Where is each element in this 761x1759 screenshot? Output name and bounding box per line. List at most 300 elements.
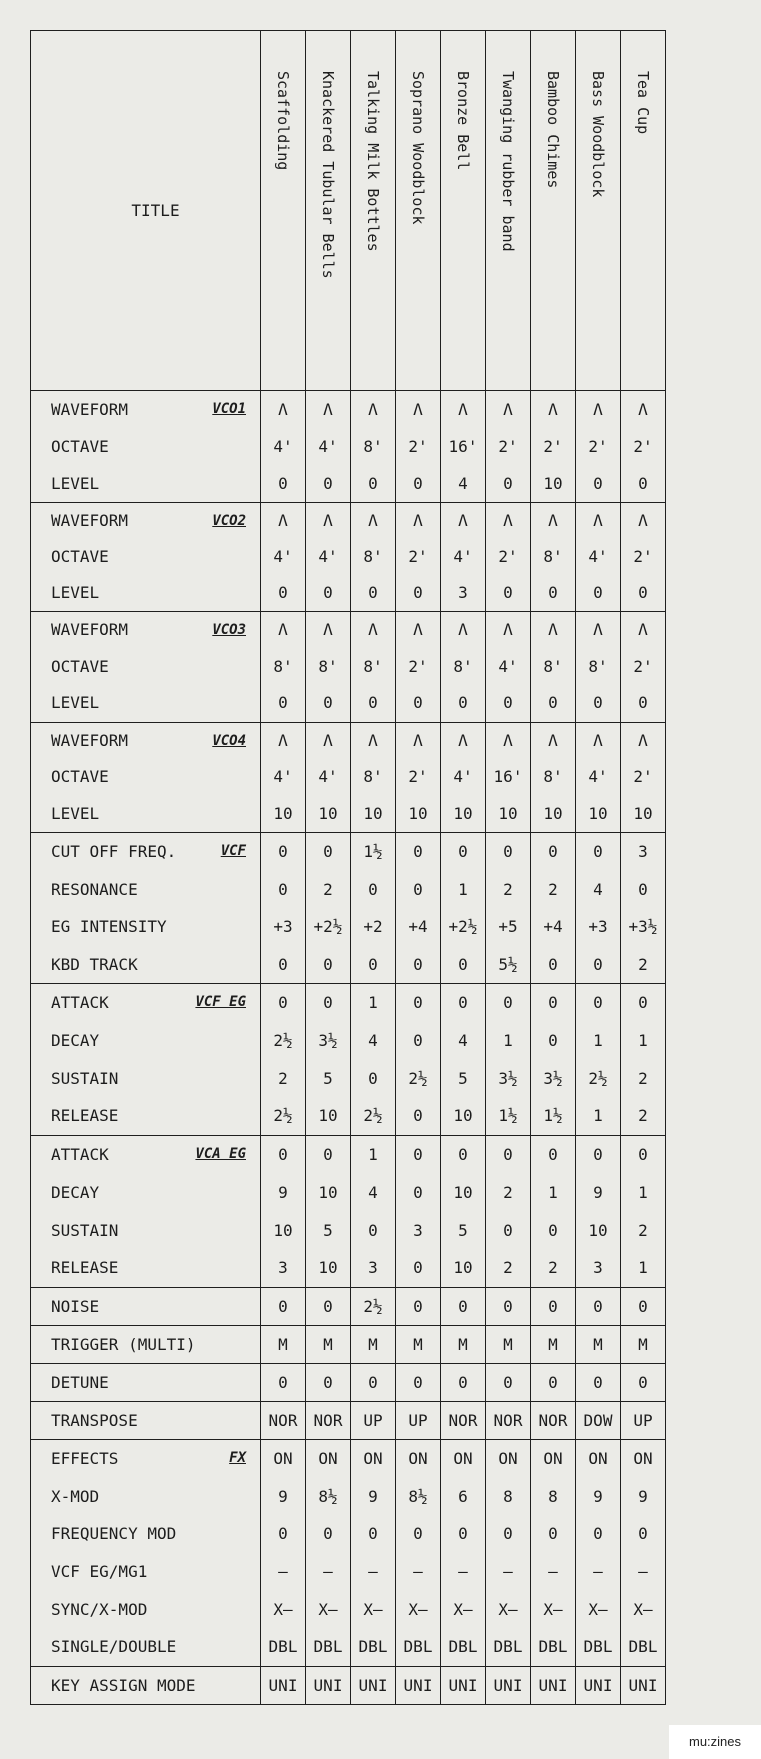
patch-name-3: Talking Milk Bottles (351, 31, 396, 391)
param-value: 2' (543, 437, 563, 456)
param-value: 9 (278, 1182, 288, 1202)
param-label: OCTAVE (51, 656, 109, 676)
param-value: 4 (368, 1031, 378, 1051)
param-value: 0 (413, 954, 423, 974)
patch-values (351, 722, 396, 833)
param-value: 0 (638, 583, 648, 602)
param-label: KEY ASSIGN MODE (51, 1676, 196, 1695)
param-value: 0 (548, 842, 558, 861)
patch-name-8: Bass Woodblock (576, 31, 621, 391)
param-value: UNI (403, 1676, 433, 1695)
patch-values (531, 1667, 576, 1705)
param-value: 0 (593, 1524, 603, 1544)
param-value: 2' (498, 547, 518, 566)
param-labels (31, 1667, 261, 1705)
param-value: Λ (368, 511, 378, 530)
param-value: UNI (358, 1676, 388, 1695)
param-label: SINGLE/DOUBLE (51, 1637, 177, 1657)
param-value: NOR (493, 1410, 523, 1430)
param-value: +2 (363, 917, 383, 937)
param-value: UP (633, 1410, 653, 1430)
param-value: 0 (413, 583, 423, 602)
param-value: M (458, 1334, 468, 1354)
param-value: Λ (638, 400, 648, 419)
patch-values (306, 833, 351, 984)
param-labels (31, 1363, 261, 1401)
param-value: Λ (638, 511, 648, 530)
param-value: ON (498, 1448, 518, 1468)
param-value: Λ (503, 730, 513, 750)
patch-values (531, 503, 576, 612)
patch-values (396, 722, 441, 833)
param-value: 2 (503, 1258, 513, 1278)
param-value: 4' (588, 547, 608, 566)
param-label: TRANSPOSE (51, 1410, 138, 1430)
section-tag: VCF (220, 843, 246, 859)
param-value: 0 (278, 954, 288, 974)
patch-values (261, 1287, 306, 1325)
patch-values (306, 1287, 351, 1325)
patch-values (261, 1401, 306, 1439)
param-label: ATTACK VCF EG (51, 984, 260, 1022)
param-label: RESONANCE (51, 879, 138, 899)
param-label: WAVEFORM VCO1 (51, 391, 260, 428)
patch-chart (30, 30, 666, 1705)
param-value: 0 (368, 1068, 378, 1088)
param-label: RELEASE (51, 1106, 119, 1126)
param-value: 1½ (363, 842, 383, 861)
param-value: – (503, 1561, 513, 1581)
param-value: 4' (318, 437, 338, 456)
patch-values (351, 1667, 396, 1705)
patch-values (261, 722, 306, 833)
param-value: 0 (323, 583, 333, 602)
param-label: LEVEL (51, 693, 100, 712)
param-value: 0 (548, 954, 558, 974)
param-value: 8' (363, 547, 383, 566)
param-value: Λ (548, 511, 558, 530)
param-value: 4' (273, 547, 293, 566)
param-label: DECAY (51, 1031, 100, 1051)
param-value: 0 (593, 993, 603, 1013)
param-value: 16' (448, 437, 478, 456)
param-value: 0 (278, 474, 288, 493)
patch-values (306, 1401, 351, 1439)
param-value: Λ (413, 511, 423, 530)
patch-name-1: Scaffolding (261, 31, 306, 391)
param-label: WAVEFORM VCO4 (51, 723, 260, 760)
param-value: 2' (633, 547, 653, 566)
param-value: X– (543, 1599, 563, 1619)
param-value: 9 (368, 1486, 378, 1506)
param-value: UP (408, 1410, 428, 1430)
param-value: 0 (503, 993, 513, 1013)
param-value: Λ (593, 730, 603, 750)
muzines-watermark: mu:zines (669, 1725, 761, 1759)
param-value: M (548, 1334, 558, 1354)
param-value: 2 (548, 1258, 558, 1278)
param-value: 0 (278, 993, 288, 1013)
param-value: 3 (593, 1258, 603, 1278)
param-value: 0 (413, 1372, 423, 1392)
param-group (31, 1363, 666, 1401)
patch-values (486, 984, 531, 1136)
param-value: 3½ (543, 1068, 563, 1088)
param-label: X-MOD (51, 1486, 100, 1506)
patch-name-7: Bamboo Chimes (531, 31, 576, 391)
param-value: – (638, 1561, 648, 1581)
param-value: 0 (638, 693, 648, 712)
param-value: ON (588, 1448, 608, 1468)
param-label: TRIGGER (MULTI) (51, 1334, 196, 1354)
param-value: 0 (413, 1182, 423, 1202)
param-value: 9 (638, 1486, 648, 1506)
param-value: X– (588, 1599, 608, 1619)
param-value: 6 (458, 1486, 468, 1506)
param-labels (31, 1325, 261, 1363)
param-value: 0 (503, 1372, 513, 1392)
param-value: M (593, 1334, 603, 1354)
param-value: DBL (628, 1637, 658, 1657)
param-labels (31, 612, 261, 723)
patch-values (441, 1439, 486, 1666)
param-value: 2' (408, 547, 428, 566)
param-value: 1 (503, 1031, 513, 1051)
param-value: Λ (593, 400, 603, 419)
param-value: 4' (318, 547, 338, 566)
patch-values (351, 1136, 396, 1288)
param-value: DBL (583, 1637, 613, 1657)
param-value: 4' (273, 767, 293, 786)
param-value: 8' (318, 656, 338, 676)
param-labels (31, 1287, 261, 1325)
patch-values (396, 1439, 441, 1666)
param-value: +3 (273, 917, 293, 937)
header-row (31, 31, 666, 391)
param-value: 8 (548, 1486, 558, 1506)
patch-values (351, 1325, 396, 1363)
patch-values (306, 984, 351, 1136)
param-value: 2' (633, 656, 653, 676)
param-value: X– (453, 1599, 473, 1619)
param-value: 0 (413, 1296, 423, 1316)
param-value: Λ (503, 620, 513, 639)
param-value: X– (498, 1599, 518, 1619)
patch-values (306, 391, 351, 503)
param-value: Λ (458, 400, 468, 419)
param-value: 2' (588, 437, 608, 456)
param-value: 8' (363, 656, 383, 676)
patch-name-4: Soprano Woodblock (396, 31, 441, 391)
param-value: 0 (413, 1106, 423, 1126)
patch-values (621, 1325, 666, 1363)
patch-values (261, 391, 306, 503)
param-value: 2 (638, 1106, 648, 1126)
patch-values (441, 984, 486, 1136)
section-tag: VCA EG (195, 1146, 246, 1163)
param-group (31, 833, 666, 984)
param-value: 0 (323, 954, 333, 974)
param-value: 8' (588, 656, 608, 676)
param-value: Λ (278, 511, 288, 530)
patch-values (396, 984, 441, 1136)
patch-values (306, 503, 351, 612)
param-label: SUSTAIN (51, 1220, 119, 1240)
param-value: 0 (638, 1296, 648, 1316)
param-label: RELEASE (51, 1258, 119, 1278)
param-value: 10 (588, 1220, 608, 1240)
section-tag: VCO3 (212, 622, 246, 638)
param-value: 8½ (408, 1486, 428, 1506)
param-value: 5 (458, 1068, 468, 1088)
patch-values (576, 1401, 621, 1439)
param-value: 2' (498, 437, 518, 456)
param-value: 10 (633, 803, 653, 823)
patch-values (576, 503, 621, 612)
param-value: 0 (593, 842, 603, 861)
param-value: M (638, 1334, 648, 1354)
patch-values (261, 984, 306, 1136)
param-value: X– (363, 1599, 383, 1619)
param-value: 2' (408, 767, 428, 786)
param-value: ON (453, 1448, 473, 1468)
param-value: UNI (448, 1676, 478, 1695)
param-value: 0 (368, 954, 378, 974)
patch-values (576, 1325, 621, 1363)
param-value: 0 (368, 1220, 378, 1240)
param-value: 0 (548, 993, 558, 1013)
param-labels (31, 722, 261, 833)
param-value: 0 (413, 879, 423, 899)
patch-values (351, 503, 396, 612)
param-value: 0 (368, 1372, 378, 1392)
param-value: 16' (493, 767, 523, 786)
param-label: WAVEFORM VCO3 (51, 612, 260, 649)
param-labels (31, 833, 261, 984)
param-value: 0 (278, 1524, 288, 1544)
param-value: 2 (278, 1068, 288, 1088)
patch-values (531, 722, 576, 833)
patch-values (261, 612, 306, 723)
param-group (31, 1287, 666, 1325)
param-value: 0 (593, 954, 603, 974)
patch-values (441, 1667, 486, 1705)
patch-values (306, 612, 351, 723)
patch-values (531, 1439, 576, 1666)
param-value: X– (318, 1599, 338, 1619)
param-value: 0 (278, 693, 288, 712)
patch-values (531, 612, 576, 723)
patch-values (396, 1325, 441, 1363)
param-value: +2½ (448, 917, 478, 937)
param-value: 10 (273, 803, 293, 823)
patch-values (396, 1363, 441, 1401)
section-tag: VCF EG (195, 994, 246, 1011)
param-value: X– (633, 1599, 653, 1619)
param-value: 0 (503, 1220, 513, 1240)
patch-values (486, 1363, 531, 1401)
param-value: 0 (458, 954, 468, 974)
param-value: 0 (593, 1372, 603, 1392)
param-value: ON (408, 1448, 428, 1468)
section-tag: FX (229, 1449, 246, 1466)
patch-values (576, 1363, 621, 1401)
param-value: 0 (323, 1372, 333, 1392)
param-label: NOISE (51, 1296, 100, 1316)
param-value: 0 (458, 693, 468, 712)
patch-values (441, 833, 486, 984)
param-label: OCTAVE (51, 437, 109, 456)
patch-values (441, 1325, 486, 1363)
param-value: – (413, 1561, 423, 1581)
patch-values (261, 1325, 306, 1363)
param-value: 8' (363, 437, 383, 456)
patch-values (621, 612, 666, 723)
param-group (31, 722, 666, 833)
param-value: 2½ (273, 1031, 293, 1051)
param-value: 2½ (363, 1296, 383, 1316)
param-value: 0 (413, 1145, 423, 1165)
param-value: 0 (323, 1296, 333, 1316)
param-value: DBL (268, 1637, 298, 1657)
param-value: 0 (368, 693, 378, 712)
param-value: DBL (313, 1637, 343, 1657)
param-value: 0 (323, 1145, 333, 1165)
param-label: OCTAVE (51, 767, 109, 786)
param-value: Λ (413, 620, 423, 639)
param-value: 2 (638, 1068, 648, 1088)
patch-name-2: Knackered Tubular Bells (306, 31, 351, 391)
param-value: 0 (593, 583, 603, 602)
patch-values (306, 1667, 351, 1705)
patch-values (441, 1363, 486, 1401)
param-value: Λ (413, 730, 423, 750)
param-value: 0 (278, 1372, 288, 1392)
param-value: ON (318, 1448, 338, 1468)
patch-values (396, 503, 441, 612)
param-value: Λ (278, 730, 288, 750)
param-value: – (323, 1561, 333, 1581)
param-value: Λ (593, 620, 603, 639)
param-value: 10 (588, 803, 608, 823)
param-value: 10 (408, 803, 428, 823)
param-value: 2 (638, 1220, 648, 1240)
patch-values (576, 984, 621, 1136)
param-value: Λ (638, 620, 648, 639)
param-value: UNI (268, 1676, 298, 1695)
param-value: 0 (278, 1145, 288, 1165)
patch-values (261, 1136, 306, 1288)
patch-values (396, 612, 441, 723)
patch-values (441, 1287, 486, 1325)
param-value: M (278, 1334, 288, 1354)
param-value: 9 (593, 1182, 603, 1202)
param-value: Λ (548, 730, 558, 750)
patch-values (486, 1136, 531, 1288)
param-value: +5 (498, 917, 518, 937)
param-value: 0 (638, 474, 648, 493)
patch-values (621, 1136, 666, 1288)
param-labels (31, 503, 261, 612)
patch-values (531, 1401, 576, 1439)
patch-values (621, 722, 666, 833)
param-value: Λ (368, 620, 378, 639)
param-value: Λ (413, 400, 423, 419)
patch-values (306, 1363, 351, 1401)
param-value: 5½ (498, 954, 518, 974)
patch-values (486, 612, 531, 723)
param-value: 0 (503, 842, 513, 861)
param-value: 0 (323, 993, 333, 1013)
patch-values (531, 1325, 576, 1363)
param-value: UNI (538, 1676, 568, 1695)
param-value: 4' (453, 547, 473, 566)
patch-values (486, 391, 531, 503)
patch-values (576, 1136, 621, 1288)
param-value: +4 (543, 917, 563, 937)
patch-values (576, 612, 621, 723)
param-value: 10 (453, 803, 473, 823)
param-label: FREQUENCY MOD (51, 1524, 177, 1544)
param-value: 2' (633, 437, 653, 456)
param-value: Λ (548, 400, 558, 419)
param-value: 0 (638, 1145, 648, 1165)
param-value: 0 (503, 693, 513, 712)
patch-values (621, 984, 666, 1136)
param-value: 0 (548, 583, 558, 602)
param-value: 1 (638, 1258, 648, 1278)
param-group (31, 612, 666, 723)
param-value: 0 (368, 879, 378, 899)
patch-values (621, 833, 666, 984)
param-value: 1 (593, 1106, 603, 1126)
param-value: DBL (448, 1637, 478, 1657)
patch-values (621, 391, 666, 503)
param-value: DBL (403, 1637, 433, 1657)
param-group (31, 1401, 666, 1439)
patch-values (351, 1287, 396, 1325)
param-group (31, 1136, 666, 1288)
param-value: Λ (278, 620, 288, 639)
param-label: SYNC/X-MOD (51, 1599, 148, 1619)
patch-values (621, 1439, 666, 1666)
patch-values (621, 1401, 666, 1439)
param-value: UNI (583, 1676, 613, 1695)
param-value: 0 (638, 1372, 648, 1392)
param-labels (31, 391, 261, 503)
patch-values (576, 1287, 621, 1325)
section-tag: VCO2 (212, 513, 246, 529)
param-value: 1 (458, 879, 468, 899)
patch-values (396, 1667, 441, 1705)
param-value: 10 (453, 1106, 473, 1126)
param-value: 2' (408, 656, 428, 676)
param-value: M (323, 1334, 333, 1354)
param-value: ON (273, 1448, 293, 1468)
param-label: LEVEL (51, 474, 100, 493)
param-value: 0 (593, 474, 603, 493)
param-value: 1 (593, 1031, 603, 1051)
param-value: 4' (498, 656, 518, 676)
patch-values (576, 833, 621, 984)
param-value: 2' (408, 437, 428, 456)
param-value: Λ (368, 730, 378, 750)
param-value: 0 (638, 879, 648, 899)
param-label: VCF EG/MG1 (51, 1561, 148, 1581)
param-value: ON (543, 1448, 563, 1468)
param-labels (31, 984, 261, 1136)
param-value: UNI (628, 1676, 658, 1695)
